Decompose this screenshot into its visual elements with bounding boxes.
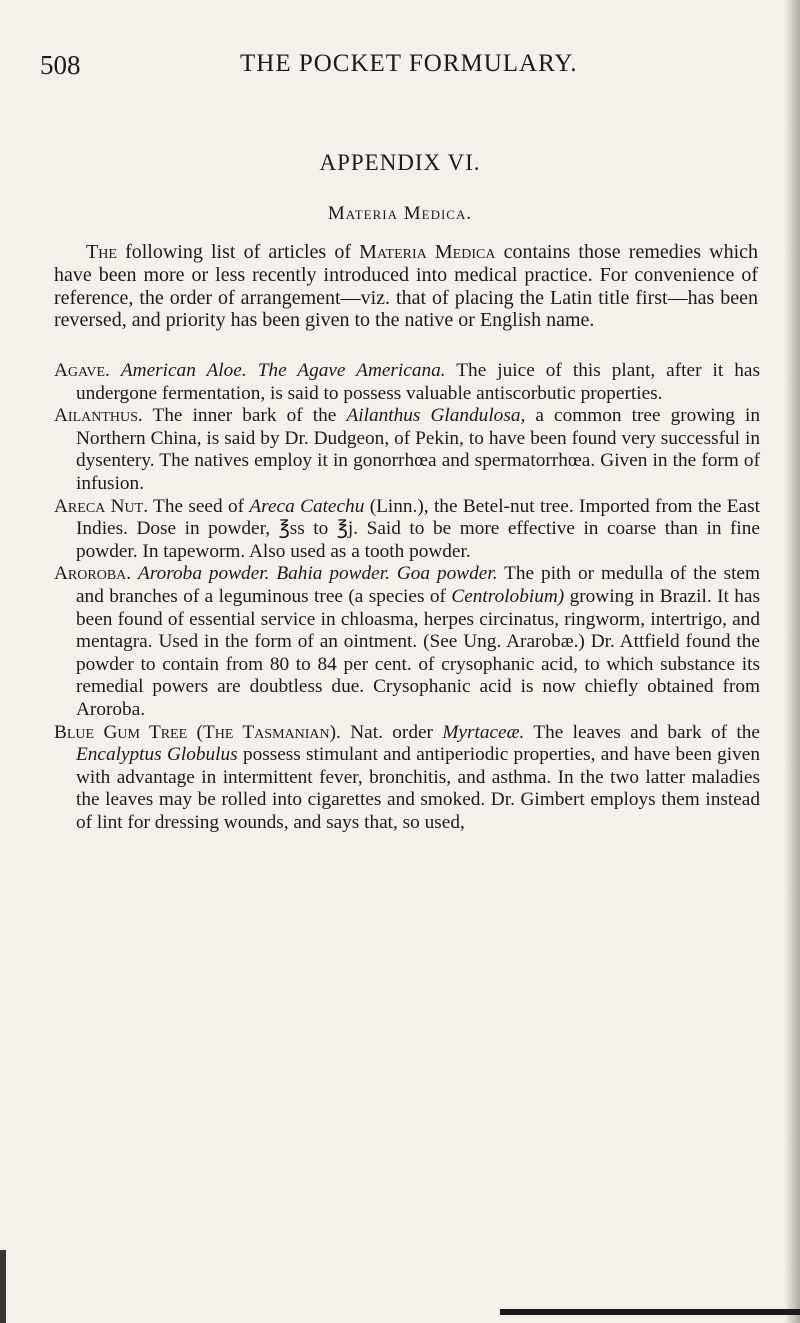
intro-materia-medica: Materia Medica [359, 241, 496, 263]
section-title: Materia Medica. [327, 203, 473, 224]
entry-text: The leaves and bark of the [533, 721, 760, 743]
entry-blue-gum-tree [54, 722, 760, 835]
bottom-rule [500, 1309, 800, 1315]
binding-edge [0, 1250, 6, 1323]
entry-text: The pith or medulla of the stem and branches of a leguminous tree (a species of [76, 563, 760, 607]
entry-text: The juice of this plant, after it has undergone fermentation, is said to possess valuable antiscorbutic properties. [76, 360, 760, 404]
entry-synonym: Ailanthus Glandulosa, [346, 405, 526, 427]
entry-pre: The seed of [153, 495, 245, 517]
entry-text: (Linn.), the Betel-nut tree. Imported from the East Indies. Dose in powder, ℥ss to ℥j. Said to be more effective in coarse than in fine powder. In tapeworm. Also used as a tooth powder. [76, 495, 760, 562]
entry-text: a common tree growing in Northern China, is said by Dr. Dudgeon, of Pekin, to have been found very successful in dysentery. The natives employ it in gonorrhœa and spermatorrhœa. Given in the form of infusion. [76, 405, 760, 494]
intro-text-2: contains those remedies which have been more or less recently introduced into medical practice. For convenience of reference, the order of arrangement—viz. that of placing the Latin title first—has been reversed, and priority has been given to the native or English name. [54, 241, 759, 332]
entry-agave [54, 360, 760, 405]
running-head [40, 50, 760, 84]
entry-ailanthus [54, 405, 760, 495]
entry-aroroba [54, 563, 760, 721]
entry-areca-nut [54, 496, 760, 564]
entry-synonym: Myrtaceæ. [442, 721, 525, 743]
entry-synonym: American Aloe. The Agave Americana. [120, 360, 446, 381]
entry-head: Ailanthus. [54, 405, 143, 427]
entries-list [54, 360, 760, 834]
entry-text-2: possess stimulant and antiperiodic properties, and have been given with advantage in intermittent fever, bronchitis, and asthma. In the two latter maladies the leaves may be rolled into cigarettes and smoked. Dr. Gimbert employs them instead of lint for dressing wounds, and says that, so used, [76, 744, 761, 833]
intro-lead: The [86, 241, 117, 263]
entry-head: Aroroba. [54, 563, 132, 585]
entry-head: Blue Gum Tree (The Tasmanian). [54, 721, 341, 743]
page-number: 508 [40, 50, 81, 80]
entry-pre: The inner bark of the [152, 405, 337, 427]
entry-pre: Nat. order [350, 721, 433, 743]
intro-paragraph [54, 241, 758, 332]
entry-head: Agave. [54, 360, 110, 381]
page-edge-shadow [784, 0, 800, 1323]
entry-synonym: Areca Catechu [249, 495, 365, 517]
entry-synonym-2: Encalyptus Globulus [76, 744, 238, 766]
entry-text-2: growing in Brazil. It has been found of essential service in chloasma, herpes circinatus, ringworm, intertrigo, and mentagra. Used in the form of an ointment. (See Ung. Ararobæ.) Dr. Attfield found the powder to contain from 80 to 84 per cent. of crysophanic acid, to which substance its remedial powers are doubtless due. Crysophanic acid is now chiefly obtained from Aroroba. [76, 585, 760, 720]
entry-head: Areca Nut. [54, 495, 149, 517]
intro-text-1: following list of articles of [125, 241, 351, 263]
appendix-title: APPENDIX VI. [319, 150, 481, 175]
entry-synonym-2: Centrolobium) [451, 585, 565, 607]
running-title: THE POCKET FORMULARY. [240, 50, 578, 77]
entry-synonym: Aroroba powder. Bahia powder. Goa powder. [138, 563, 498, 585]
